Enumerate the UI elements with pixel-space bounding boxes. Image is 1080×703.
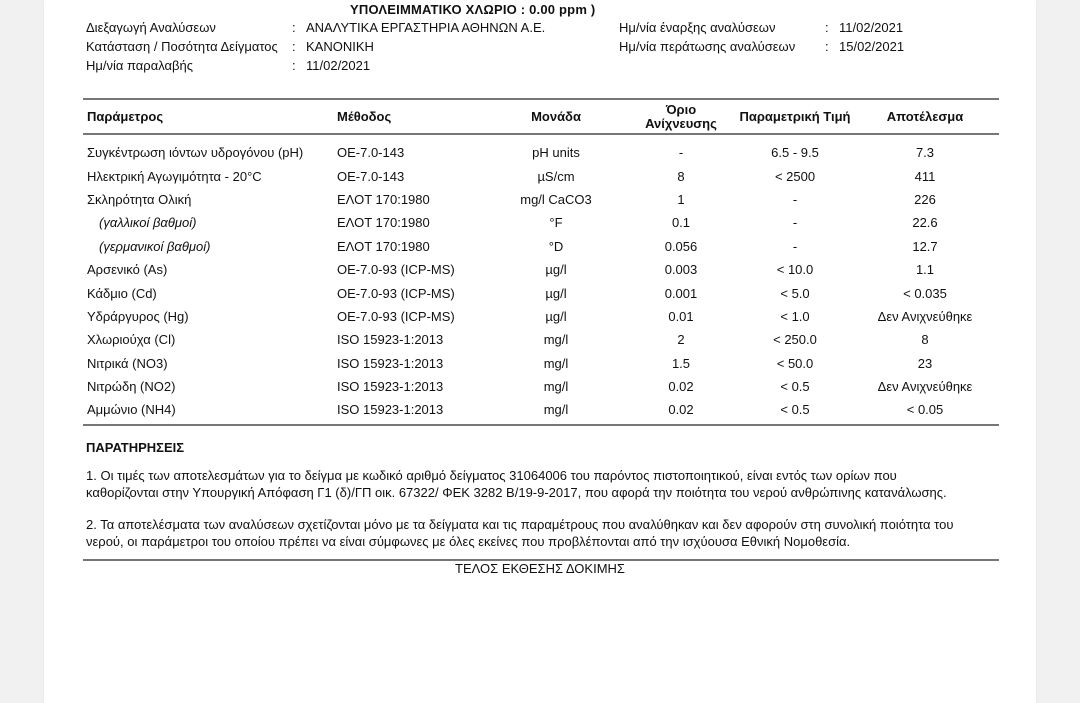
cell-method: ISO 15923-1:2013: [337, 332, 444, 348]
cell-parameter: Κάδμιο (Cd): [87, 285, 157, 301]
cell-parameter: Νιτρώδη (NO2): [87, 379, 176, 395]
table-row: [83, 188, 999, 211]
header-parameter: Παράμετρος: [83, 99, 337, 134]
cell-detection-limit: -: [678, 145, 684, 161]
cell-unit: °D: [548, 238, 564, 254]
remark-note-1: [86, 467, 998, 501]
cell-result: < 0.035: [903, 285, 947, 301]
cell-unit: µg/l: [545, 285, 567, 301]
info-separator: :: [292, 58, 296, 73]
header-result: Αποτέλεσμα: [851, 99, 999, 134]
document-title: ΥΠΟΛΕΙΜΜΑΤΙΚΟ ΧΛΩΡΙΟ : 0.00 ppm ): [350, 2, 596, 17]
remark-note-1-line-2: καθορίζονται στην Υπουργική Απόφαση Γ1 (δ)/ΓΠ οικ. 67322/ ΦΕΚ 3282 Β/19-9-2017, που αφορά την ποιότητα του νερού ανθρώπινης κατανάλωσης.: [86, 485, 947, 500]
cell-result: 22.6: [912, 215, 938, 231]
cell-result: 226: [914, 191, 936, 207]
cell-unit: pH units: [532, 145, 580, 161]
cell-method: ΟΕ-7.0-143: [337, 145, 405, 161]
info-label: Ημ/νία έναρξης αναλύσεων: [619, 20, 776, 35]
table-header-row: [83, 99, 999, 134]
info-row-start-date: [619, 18, 904, 37]
table-row: [83, 375, 999, 398]
cell-detection-limit: 0.003: [664, 262, 698, 278]
sample-info-right: [619, 18, 904, 56]
cell-parameter: Ηλεκτρική Αγωγιμότητα - 20°C: [87, 168, 262, 184]
info-separator: :: [292, 39, 296, 54]
info-row-end-date: [619, 37, 904, 56]
cell-result: 12.7: [912, 238, 938, 254]
cell-parametric-value: < 10.0: [776, 262, 814, 278]
cell-parametric-value: -: [792, 238, 798, 254]
cell-parametric-value: < 5.0: [780, 285, 810, 301]
cell-detection-limit: 0.02: [623, 398, 739, 424]
cell-parameter: (γαλλικοί βαθμοί): [99, 215, 197, 231]
cell-parameter: Αμμώνιο (NH4): [83, 398, 337, 424]
remark-note-2: [86, 516, 998, 550]
info-separator: :: [292, 20, 296, 35]
cell-result: 411: [914, 168, 936, 184]
cell-result: 8: [921, 332, 929, 348]
cell-parametric-value: < 0.5: [739, 398, 851, 424]
remark-note-2-line-2: νερού, οι παράμετροι του οποίου πρέπει να είναι σύμφωνες με όλες εκείνες που προβλέπονται από την ισχύουσα Εθνική Νομοθεσία.: [86, 534, 851, 549]
cell-unit: µg/l: [545, 262, 567, 278]
remark-note-1-line-1: 1. Οι τιμές των αποτελεσμάτων για το δείγμα με κωδικό αριθμό δείγματος 31064006 του παρόντος πιστοποιητικού, είναι εντός των ορίων που: [86, 468, 897, 483]
cell-result: 23: [917, 355, 933, 371]
info-row-lab: [86, 18, 545, 37]
cell-detection-limit: 1: [677, 191, 685, 207]
cell-unit: mg/l: [543, 332, 569, 348]
cell-detection-limit: 0.001: [664, 285, 698, 301]
info-value: 11/02/2021: [839, 20, 904, 35]
cell-method: ΕΛΟΤ 170:1980: [337, 191, 430, 207]
cell-method: ISO 15923-1:2013: [337, 379, 444, 395]
cell-result: 1.1: [915, 262, 935, 278]
remarks-title: ΠΑΡΑΤΗΡΗΣΕΙΣ: [86, 440, 185, 455]
header-detection-limit-line1: Όριο: [665, 102, 697, 117]
header-detection-limit-line2: Ανίχνευσης: [645, 116, 717, 131]
results-table: [83, 98, 999, 426]
info-separator: :: [825, 20, 829, 35]
table-row: [83, 258, 999, 281]
cell-parameter: Αρσενικό (As): [87, 262, 168, 278]
cell-result: < 0.05: [851, 398, 999, 424]
info-value: 11/02/2021: [306, 58, 371, 73]
table-row: [83, 398, 999, 424]
cell-result: Δεν Ανιχνεύθηκε: [877, 379, 973, 395]
cell-unit: mg/l: [543, 379, 569, 395]
header-detection-limit: [623, 99, 739, 134]
table-row: [83, 352, 999, 375]
cell-parameter: Χλωριούχα (Cl): [87, 332, 176, 348]
cell-detection-limit: 0.056: [664, 238, 698, 254]
remark-note-2-line-1: 2. Τα αποτελέσματα των αναλύσεων σχετίζονται μόνο με τα δείγματα και τις παραμέτρους που αναλύθηκαν και δεν αφορούν στη συνολική ποιότητα του: [86, 517, 954, 532]
table-row: [83, 281, 999, 304]
cell-unit: mg/l: [489, 398, 623, 424]
cell-detection-limit: 0.02: [668, 379, 694, 395]
cell-method: ΕΛΟΤ 170:1980: [337, 215, 430, 231]
cell-unit: µg/l: [545, 308, 567, 324]
info-label: Διεξαγωγή Αναλύσεων: [86, 20, 216, 35]
cell-parametric-value: < 0.5: [780, 379, 810, 395]
sample-info-left: [86, 18, 545, 75]
end-of-report-text: ΤΕΛΟΣ ΕΚΘΕΣΗΣ ΔΟΚΙΜΗΣ: [455, 561, 625, 576]
cell-parametric-value: < 1.0: [780, 308, 810, 324]
cell-unit: °F: [549, 215, 563, 231]
header-unit: Μονάδα: [489, 99, 623, 134]
table-row: [83, 134, 999, 164]
cell-parameter: Σκληρότητα Ολική: [87, 191, 192, 207]
info-value: 15/02/2021: [839, 39, 905, 54]
info-row-sample-condition: [86, 37, 545, 56]
cell-method: ΕΛΟΤ 170:1980: [337, 238, 430, 254]
cell-parametric-value: < 50.0: [776, 355, 814, 371]
cell-method: ISO 15923-1:2013: [337, 398, 489, 424]
cell-result: Δεν Ανιχνεύθηκε: [877, 308, 973, 324]
info-label: Ημ/νία περάτωσης αναλύσεων: [619, 39, 796, 54]
cell-parametric-value: -: [792, 215, 798, 231]
table-row: [83, 235, 999, 258]
cell-parameter: Νιτρικά (NO3): [87, 355, 168, 371]
cell-parametric-value: 6.5 - 9.5: [771, 145, 819, 161]
cell-detection-limit: 8: [677, 168, 685, 184]
cell-unit: µS/cm: [537, 168, 575, 184]
info-value: ΚΑΝΟΝΙΚΗ: [306, 39, 374, 54]
cell-method: ΟΕ-7.0-93 (ICP-MS): [337, 262, 455, 278]
cell-detection-limit: 0.1: [671, 215, 691, 231]
header-method: Μέθοδος: [337, 99, 489, 134]
cell-method: ISO 15923-1:2013: [337, 355, 444, 371]
info-label: Κατάσταση / Ποσότητα Δείγματος: [86, 39, 278, 54]
cell-unit: mg/l CaCO3: [520, 191, 592, 207]
cell-detection-limit: 2: [677, 332, 685, 348]
table-row: [83, 164, 999, 187]
info-label: Ημ/νία παραλαβής: [86, 58, 194, 73]
table-row: [83, 211, 999, 234]
table-row: [83, 305, 999, 328]
cell-parametric-value: < 2500: [774, 168, 816, 184]
info-value: ΑΝΑΛΥΤΙΚΑ ΕΡΓΑΣΤΗΡΙΑ ΑΘΗΝΩΝ Α.Ε.: [306, 20, 546, 35]
cell-parameter: Συγκέντρωση ιόντων υδρογόνου (pH): [87, 145, 304, 161]
table-row: [83, 328, 999, 351]
cell-method: ΟΕ-7.0-143: [337, 168, 405, 184]
cell-result: 7.3: [915, 145, 935, 161]
cell-detection-limit: 1.5: [671, 355, 691, 371]
info-separator: :: [825, 39, 829, 54]
cell-detection-limit: 0.01: [668, 308, 694, 324]
header-parametric-value: Παραμετρική Τιμή: [739, 99, 851, 134]
document-page: [44, 0, 1036, 703]
info-row-received-date: [86, 56, 545, 75]
cell-method: ΟΕ-7.0-93 (ICP-MS): [337, 285, 455, 301]
cell-parametric-value: -: [792, 191, 798, 207]
cell-parameter: (γερμανικοί βαθμοί): [99, 238, 211, 254]
cell-unit: mg/l: [543, 355, 569, 371]
cell-parameter: Υδράργυρος (Hg): [87, 308, 189, 324]
cell-method: ΟΕ-7.0-93 (ICP-MS): [337, 308, 455, 324]
cell-parametric-value: < 250.0: [773, 332, 817, 348]
